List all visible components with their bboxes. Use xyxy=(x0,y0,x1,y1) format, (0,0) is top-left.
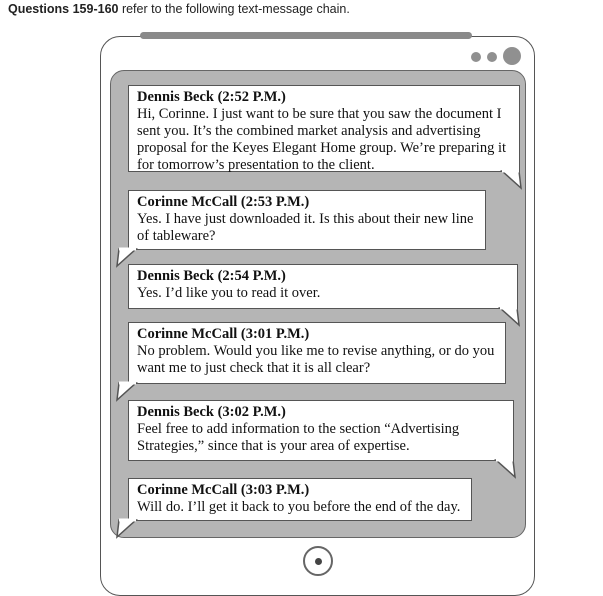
message-sender: Dennis Beck (2:54 P.M.) xyxy=(137,268,286,284)
bubble-tail-right xyxy=(500,169,524,191)
question-instructions xyxy=(8,2,598,16)
message-sender: Corinne McCall (3:03 P.M.) xyxy=(137,482,310,498)
bubble-tail-right xyxy=(494,458,518,480)
message-text: Will do. I’ll get it back to you before the end of the day. xyxy=(137,499,461,515)
message-sender: Corinne McCall (3:01 P.M.) xyxy=(137,326,310,342)
message-bubble xyxy=(128,264,518,309)
home-button-icon xyxy=(303,546,333,576)
camera-dot-icon xyxy=(503,47,521,65)
message-bubble xyxy=(128,322,506,384)
question-instructions-text: refer to the following text-message chain. xyxy=(118,2,350,16)
message-sender: Dennis Beck (2:52 P.M.) xyxy=(137,89,286,105)
message-text: Feel free to add information to the section “Advertising Strategies,” since that is your area of expertise. xyxy=(137,421,460,454)
status-dot-icon xyxy=(487,52,497,62)
message-sender: Dennis Beck (3:02 P.M.) xyxy=(137,404,286,420)
message-bubble xyxy=(128,478,472,521)
phone-speaker-bar xyxy=(140,32,472,39)
message-text: No problem. Would you like me to revise anything, or do you want me to just check that it is all clear? xyxy=(137,343,495,376)
message-text: Hi, Corinne. I just want to be sure that you saw the document I sent you. It’s the combined market analysis and advertising proposal for the Keyes Elegant Home group. We’re preparing it for tomorrow’s presentation to the client. xyxy=(137,106,506,173)
message-sender: Corinne McCall (2:53 P.M.) xyxy=(137,194,310,210)
message-text: Yes. I have just downloaded it. Is this about their new line of tableware? xyxy=(137,211,474,244)
message-bubble xyxy=(128,400,514,461)
bubble-tail-left xyxy=(114,518,138,540)
question-numbers: Questions 159-160 xyxy=(8,2,119,16)
status-dot-icon xyxy=(471,52,481,62)
home-button-center xyxy=(315,558,322,565)
message-bubble xyxy=(128,190,486,250)
message-text: Yes. I’d like you to read it over. xyxy=(137,285,321,301)
message-bubble xyxy=(128,85,520,172)
